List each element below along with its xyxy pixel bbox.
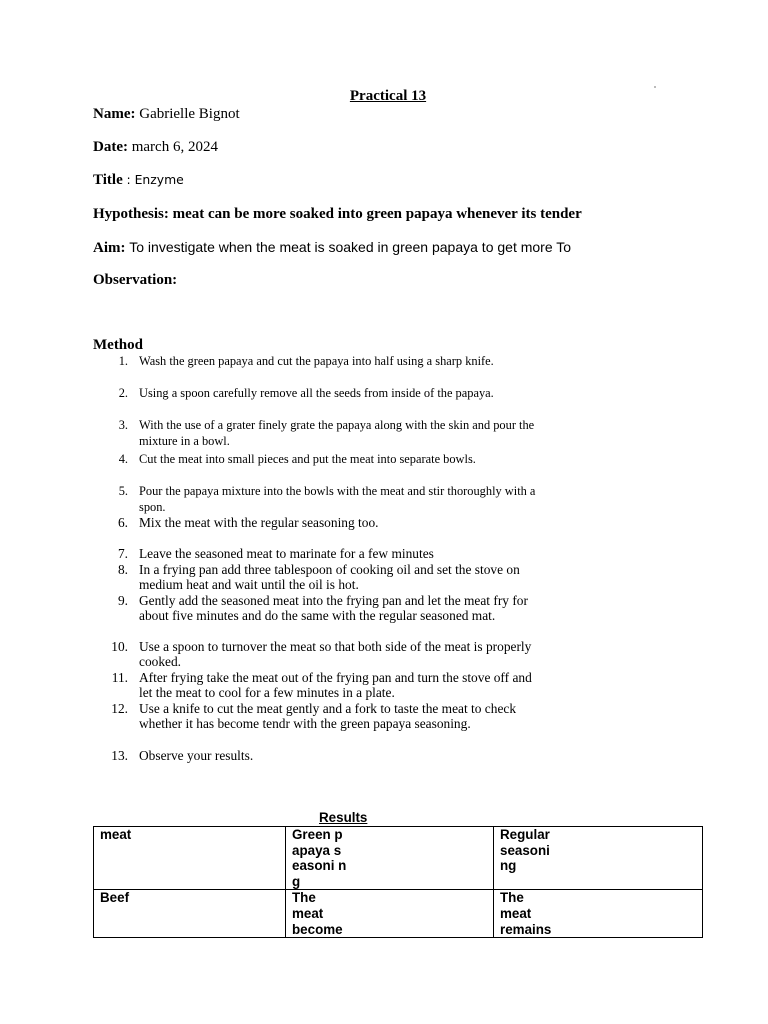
method-step: 3. With the use of a grater finely grate the papaya along with the skin and pour the mixture in a bowl. [118, 418, 535, 448]
aim-value: To investigate when the meat is soaked in green papaya to get more To [129, 239, 572, 255]
header-cell-meat: meat [94, 827, 286, 890]
name-label: Name: [93, 106, 136, 122]
table-row [94, 890, 703, 938]
method-step: 1. Wash the green papaya and cut the papaya into half using a sharp knife. [118, 354, 494, 368]
method-step: 9. Gently add the seasoned meat into the frying pan and let the meat fry for about five minutes and do the same with the regular seasoned mat. [117, 592, 528, 623]
aim-line [93, 239, 571, 257]
hypothesis-label: Hypothesis: [93, 206, 169, 222]
method-step: 10. Use a spoon to turnover the meat so that both side of the meat is properly cooked. [111, 639, 532, 670]
method-step: 6. Mix the meat with the regular seasoning too. [117, 515, 379, 530]
method-steps-list [0, 353, 768, 764]
table-cell: Beef [94, 890, 286, 938]
name-line [93, 106, 240, 123]
method-heading: Method [93, 337, 143, 353]
title-value: : Enzyme [126, 172, 184, 187]
date-label: Date: [93, 139, 128, 155]
title-line [93, 172, 184, 189]
method-step: 4. Cut the meat into small pieces and put the meat into separate bowls. [118, 452, 476, 466]
hypothesis-line [93, 206, 582, 223]
results-heading: Results [319, 810, 368, 825]
aim-label: Aim: [93, 240, 126, 256]
method-step: 11. After frying take the meat out of the frying pan and turn the stove off and let the meat to cool for a few minutes in a plate. [111, 670, 532, 701]
date-value: march 6, 2024 [131, 139, 218, 155]
title-label: Title [93, 172, 123, 188]
method-step: 2. Using a spoon carefully remove all the seeds from inside of the papaya. [118, 386, 494, 400]
date-line [93, 139, 218, 156]
method-step: 13. Observe your results. [111, 747, 254, 763]
document-title: Practical 13 [349, 88, 427, 104]
method-step: 7. Leave the seasoned meat to marinate for a few minutes [117, 546, 434, 561]
table-cell: The meat remains [494, 890, 703, 938]
method-step: 12. Use a knife to cut the meat gently and a fork to taste the meat to check whether it has become tendr with the green papaya seasoning. [111, 701, 517, 732]
method-step: 5. Pour the papaya mixture into the bowls with the meat and stir thoroughly with a spon. [118, 484, 536, 514]
hypothesis-value: meat can be more soaked into green papaya whenever its tender [172, 206, 582, 222]
header-cell-green-papaya: Green papaya seasoni ng [286, 827, 494, 890]
name-value: Gabrielle Bignot [139, 106, 240, 122]
results-table [93, 826, 703, 938]
observation-label: Observation: [93, 272, 178, 288]
observation-line [93, 272, 177, 289]
table-cell: The meat become [286, 890, 494, 938]
table-header-row [94, 827, 703, 890]
method-step: 8. In a frying pan add three tablespoon of cooking oil and set the stove on medium heat and wait until the oil is hot. [117, 561, 520, 592]
header-cell-regular: Regular seasoni ng [494, 827, 703, 890]
